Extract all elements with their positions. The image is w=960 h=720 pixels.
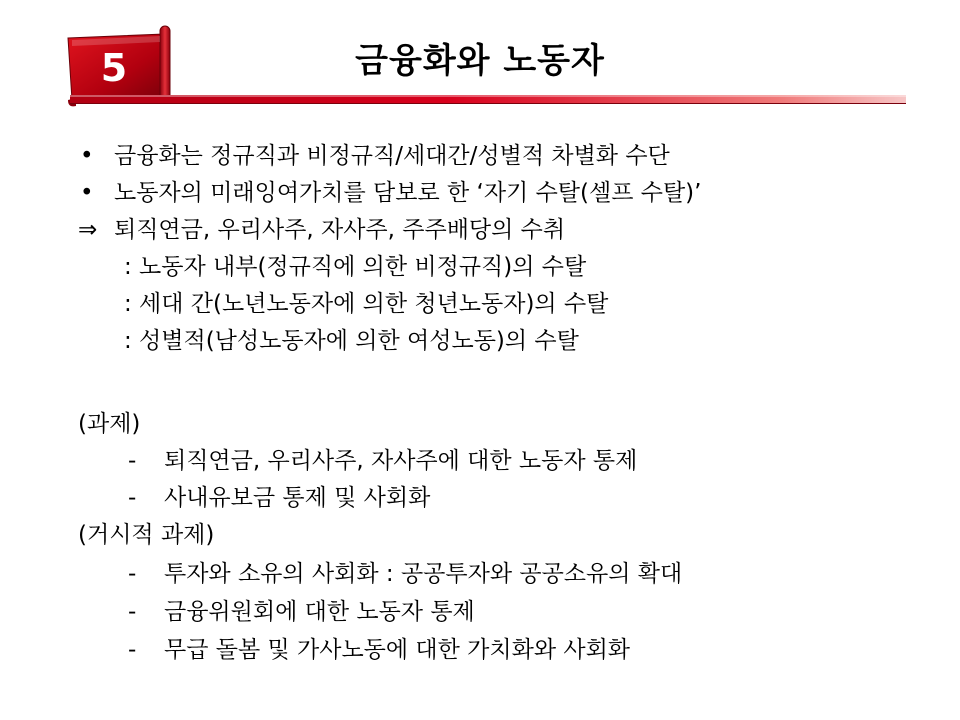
bullet-text: 금융화는 정규직과 비정규직/세대간/성별적 차별화 수단 xyxy=(114,143,670,169)
macro-task-item: 무급 돌봄 및 가사노동에 대한 가치화와 사회화 xyxy=(164,637,631,663)
dash-marker: - xyxy=(128,485,137,511)
title-divider xyxy=(70,95,906,103)
arrow-line-text: 퇴직연금, 우리사주, 자사주, 주주배당의 수취 xyxy=(114,217,566,243)
bullet-item xyxy=(80,177,94,209)
tasks-heading: (과제) xyxy=(78,411,141,437)
dash-marker: - xyxy=(128,448,137,474)
task-item: 퇴직연금, 우리사주, 자사주에 대한 노동자 통제 xyxy=(164,448,638,474)
bullet-marker: • xyxy=(80,180,94,206)
dash-marker: - xyxy=(128,637,137,663)
bullet-item xyxy=(80,140,94,172)
task-item: 사내유보금 통제 및 사회화 xyxy=(164,485,431,511)
bullet-text: 노동자의 미래잉여가치를 담보로 한 ‘자기 수탈(셀프 수탈)’ xyxy=(114,180,702,206)
sub-point: : 노동자 내부(정규직에 의한 비정규직)의 수탈 xyxy=(124,254,587,280)
macro-tasks-heading: (거시적 과제) xyxy=(78,522,215,548)
slide-title: 금융화와 노동자 xyxy=(355,41,605,81)
macro-task-item: 금융위원회에 대한 노동자 통제 xyxy=(164,599,475,625)
macro-task-item: 투자와 소유의 사회화 : 공공투자와 공공소유의 확대 xyxy=(164,561,683,587)
dash-marker: - xyxy=(128,599,137,625)
bullet-marker: • xyxy=(80,143,94,169)
implies-arrow-icon: ⇒ xyxy=(78,217,98,243)
sub-point: : 세대 간(노년노동자에 의한 청년노동자)의 수탈 xyxy=(124,291,609,317)
slide-number: 5 xyxy=(100,46,128,90)
sub-point: : 성별적(남성노동자에 의한 여성노동)의 수탈 xyxy=(124,328,579,354)
dash-marker: - xyxy=(128,561,137,587)
title-divider-highlight xyxy=(70,95,906,97)
